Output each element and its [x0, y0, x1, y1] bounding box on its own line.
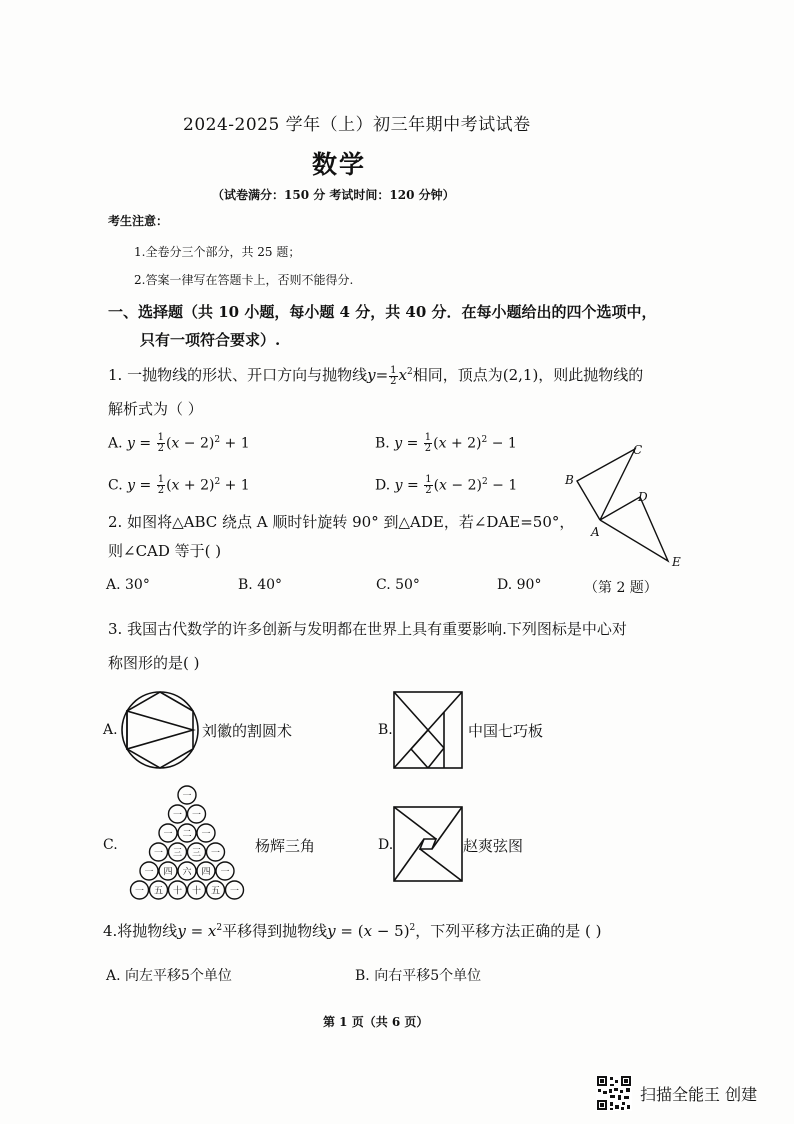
notice-item: 2.答案一律写在答题卡上，否则不能得分.	[134, 273, 354, 287]
triangle-cell-label: 一	[229, 886, 240, 897]
triangle-cell-label: 一	[220, 867, 230, 878]
q1-option-b: B. y = $\frac{1}{2}$ $(x + 2)^2 - 1$	[375, 432, 517, 454]
triangle-cell-label: 一	[163, 829, 173, 840]
q4-option-a: A. 向左平移5个单位	[106, 968, 232, 984]
exam-title: 2024-2025 学年（上）初三年期中考试试卷	[183, 115, 531, 135]
exam-info: （试卷满分：150 分 考试时间：120 分钟）	[212, 188, 455, 202]
triangle-ade	[600, 497, 668, 561]
triangle-cell-label: 十	[172, 886, 183, 897]
point-b-label: B	[565, 473, 574, 487]
triangle-cell-label: 四	[201, 867, 211, 878]
q2-option-c: C. 50°	[376, 577, 420, 593]
triangle-cell-label: 一	[201, 829, 211, 840]
figure-caption: （第 2 题）	[584, 580, 658, 596]
triangle-cell-label: 一	[153, 848, 164, 859]
q4-option-b: B. 向右平移5个单位	[355, 968, 482, 984]
point-a-label: A	[591, 525, 600, 539]
q3-option-c-label: 杨辉三角	[255, 837, 316, 855]
triangle-cell-label: 一	[182, 791, 192, 802]
scanner-watermark: 扫描全能王 创建	[640, 1085, 758, 1104]
q3-option-a-label: 刘徽的割圆术	[202, 722, 293, 740]
triangle-cell-label: 五	[210, 886, 221, 897]
q3-option-b-letter: B.	[378, 722, 393, 738]
zhao-shuang-figure	[392, 805, 464, 883]
page-number: 第 1 页（共 6 页）	[323, 1015, 429, 1029]
section-heading-cont: 只有一项符合要求）.	[140, 331, 281, 349]
q2-option-d: D. 90°	[497, 577, 542, 593]
question-3: 3. 我国古代数学的许多创新与发明都在世界上具有重要影响.下列图标是中心对	[108, 620, 627, 638]
triangle-cell-label: 六	[182, 867, 192, 878]
q1-option-c: C. y = $\frac{1}{2}$ $(x + 2)^2 + 1$	[108, 474, 250, 496]
triangle-cell-label: 一	[210, 848, 221, 859]
q2-option-a: A. 30°	[106, 577, 150, 593]
notice-item: 1.全卷分三个部分，共 25 题；	[134, 245, 301, 259]
triangle-cell-label: 三	[191, 848, 202, 859]
section-heading: 一、选择题（共 10 小题，每小题 4 分，共 40 分．在每小题给出的四个选项中，	[108, 303, 657, 321]
q1-option-d: D. y = $\frac{1}{2}$ $(x - 2)^2 - 1$	[375, 474, 518, 496]
q2-option-b: B. 40°	[238, 577, 283, 593]
triangle-cell-label: 一	[172, 810, 183, 821]
triangle-abc	[577, 449, 635, 520]
q3-option-a-letter: A.	[103, 722, 118, 738]
q3-option-c-letter: C.	[103, 837, 118, 853]
q1-option-a: A. y = $\frac{1}{2}$ $(x - 2)^2 + 1$	[108, 432, 250, 454]
q3-option-b-label: 中国七巧板	[468, 722, 544, 740]
yang-hui-triangle-figure	[122, 783, 252, 905]
tangram-figure	[392, 690, 464, 770]
liu-hui-circle-figure	[118, 688, 202, 772]
triangle-cell-label: 一	[134, 886, 145, 897]
qr-code-icon	[596, 1075, 632, 1111]
triangle-cell-label: 一	[144, 867, 154, 878]
question-2: 2. 如图将△ABC 绕点 A 顺时针旋转 90° 到△ADE，若∠DAE=50°，	[108, 513, 575, 531]
triangle-cell-label: 一	[191, 810, 202, 821]
q3-option-d-letter: D.	[378, 837, 394, 853]
subject-title: 数学	[312, 150, 367, 179]
point-e-label: E	[672, 555, 681, 569]
rotation-figure	[555, 435, 695, 575]
triangle-cell-label: 二	[182, 829, 192, 840]
point-d-label: D	[638, 490, 648, 504]
triangle-cell-label: 四	[163, 867, 173, 878]
triangle-cell-label: 十	[191, 886, 202, 897]
question-2-cont: 则∠CAD 等于( )	[108, 542, 222, 560]
question-3-cont: 称图形的是( )	[108, 654, 200, 672]
notice-heading: 考生注意：	[108, 214, 169, 228]
triangle-cell-label: 三	[172, 848, 183, 859]
question-4: 4.将抛物线$y = x^2$平移得到抛物线$y = (x - 5)^2$，下列平移方法正确的是 ( )	[103, 922, 602, 940]
question-1-cont: 解析式为（ ）	[108, 400, 203, 418]
point-c-label: C	[633, 443, 643, 457]
question-1: 1. 一抛物线的形状、开口方向与抛物线y= $\frac{1}{2}$ $x^2$相同，顶点为(2,1)，则此抛物线的	[108, 364, 644, 387]
triangle-cell-label: 五	[153, 886, 164, 897]
q3-option-d-label: 赵爽弦图	[463, 837, 524, 855]
